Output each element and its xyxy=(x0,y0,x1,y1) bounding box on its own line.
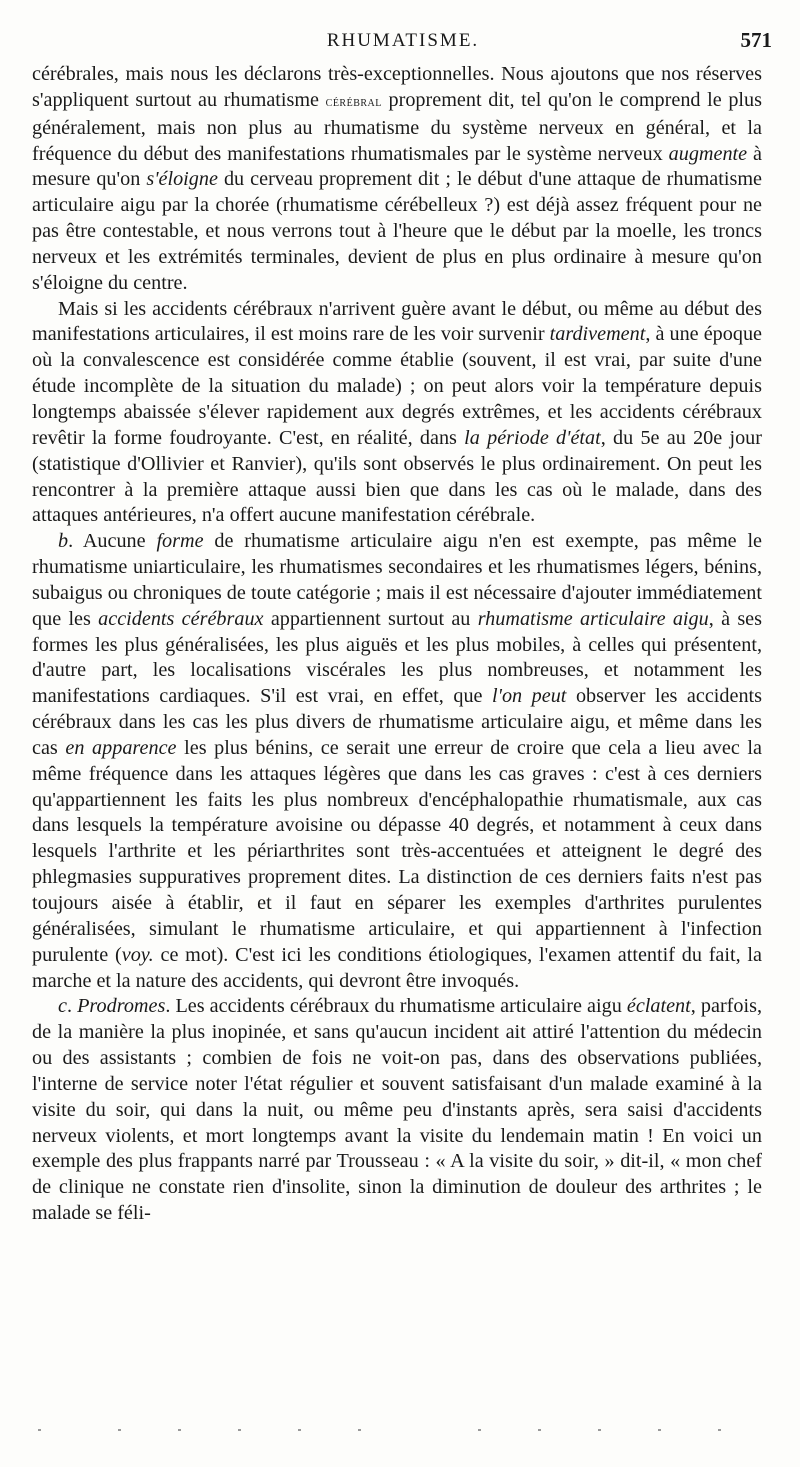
text-run: proprement dit, tel qu'on le comprend le plus généralement, mais non plus au rhumatisme du système nerveux en général, et la fréquence du début des manifestations rhumatismales par le système nerveux xyxy=(32,88,762,165)
text-run: , à ses formes les plus généralisées, les plus aiguës et les plus mobiles, à celles qui présentent, d'autre part, les localisations viscérales les plus nombreuses, et notamment les manifestations cardiaques. S'il est vrai, en effet, que xyxy=(32,607,762,708)
page-header xyxy=(30,24,776,56)
text-run: . Aucune xyxy=(68,530,157,553)
page-number: 571 xyxy=(740,28,772,52)
text-run: observer les accidents cérébraux dans les cas les plus divers de rhumatisme articulaire aigu, et même dans les cas xyxy=(32,685,763,759)
italic-text: voy. xyxy=(121,943,154,966)
paragraph xyxy=(32,297,762,530)
italic-text: b xyxy=(58,530,69,553)
italic-text: forme xyxy=(156,530,204,553)
italic-text: rhumatisme articulaire aigu xyxy=(477,607,709,630)
italic-text: s'éloigne xyxy=(146,168,218,191)
text-run: à mesure qu'on xyxy=(32,142,762,191)
italic-text: éclatent xyxy=(626,995,691,1018)
italic-text: tardivement xyxy=(549,323,646,346)
text-run: , parfois, de la manière la plus inopinée, et sans qu'aucun incident ait attiré l'attention du médecin ou des assistants ; combien de fois ne voit-on pas, dans des observations publiées, l'interne de service noter l'état régulier et souvent satisfaisant d'un malade examiné à la visite du soir, qui dans la nuit, ou même peu d'instants après, sera saisi d'accidents nerveux violents, et mort longtemps avant la visite du lendemain matin ! En voici un exemple des plus frappants narré par Trousseau : « A la visite du soir, » dit-il, « mon chef de clinique ne constate rien d'insolite, sinon la diminution de douleur des arthrites ; le malade se féli- xyxy=(32,995,762,1225)
text-run: appartiennent surtout au xyxy=(263,607,478,630)
text-run: cérébral xyxy=(325,94,382,110)
text-run: . xyxy=(66,995,78,1018)
italic-text: Prodromes xyxy=(77,995,166,1018)
paragraph xyxy=(32,994,762,1227)
text-run: du cerveau proprement dit ; le début d'une attaque de rhumatisme articulaire aigu par la chorée (rhumatisme cérébelleux ?) est déjà assez fréquent pour ne pas être contestable, et nous verrons tout à l'heure que le début par la moelle, les troncs nerveux et les extrémités terminales, devient de plus en plus ordinaire à mesure qu'on s'éloigne du centre. xyxy=(32,168,762,294)
italic-text: augmente xyxy=(668,142,748,165)
italic-text: c xyxy=(58,995,67,1018)
italic-text: accidents cérébraux xyxy=(98,607,264,630)
body-text xyxy=(32,62,762,1227)
text-run: les plus bénins, ce serait une erreur de croire que cela a lieu avec la même fréquence dans les attaques légères que dans les cas graves : c'est à ces derniers qu'appartiennent les faits les plus nombreux d'encéphalopathie rhumatismale, aux cas dans lesquels la température avoisine ou dépasse 40 degrés, et notamment à ceux dans lesquels l'arthrite et les périarthrites sont très-accentuées et atteignent le degré des phlegmasies suppuratives proprement dites. La distinction de ces derniers faits n'est pas toujours aisée à établir, et il faut en séparer les exemples d'arthrites purulentes généralisées, simulant le rhumatisme articulaire, et qui appartiennent à l'infection purulente ( xyxy=(32,736,762,966)
footer-print-marks xyxy=(0,1429,800,1437)
text-run: de rhumatisme articulaire aigu n'en est exempte, pas même le rhumatisme uniarticulaire, les rhumatismes secondaires et les rhumatismes légers, bénins, subaigus ou chroniques de toute catégorie ; mais il est nécessaire d'ajouter immédiatement que les xyxy=(32,530,763,630)
text-run: . Les accidents cérébraux du rhumatisme articulaire aigu xyxy=(165,995,627,1018)
text-run: ce mot). C'est ici les conditions étiologiques, l'examen attentif du fait, la marche et la nature des accidents, qui devront être invoqués. xyxy=(32,943,762,992)
paragraph xyxy=(32,529,762,994)
running-title: RHUMATISME. xyxy=(326,30,480,51)
paragraph xyxy=(32,62,762,297)
text-run: Mais si les accidents cérébraux n'arrivent guère avant le début, ou même au début des manifestations articulaires, il est moins rare de les voir survenir xyxy=(32,297,762,346)
italic-text: la période d'état xyxy=(464,426,601,449)
text-run: , à une époque où la convalescence est considérée comme établie (souvent, il est vrai, par suite d'une étude incomplète de la situation du malade) ; on peut alors voir la température depuis longtemps abaissée s'élever rapidement aux degrés extrêmes, et les accidents cérébraux revêtir la forme foudroyante. C'est, en réalité, dans xyxy=(32,323,762,449)
text-run: , du 5e au 20e jour (statistique d'Ollivier et Ranvier), qu'ils sont observés le plus ordinairement. On peut les rencontrer à la première attaque aussi bien que dans les cas où le malade, dans des attaques antérieures, n'a offert aucune manifestation cérébrale. xyxy=(32,426,762,527)
italic-text: en apparence xyxy=(65,736,177,759)
text-run: cérébrales, mais nous les déclarons très-exceptionnelles. Nous ajoutons que nos réserves s'appliquent surtout au rhumatisme xyxy=(32,63,762,111)
italic-text: l'on peut xyxy=(492,685,567,708)
